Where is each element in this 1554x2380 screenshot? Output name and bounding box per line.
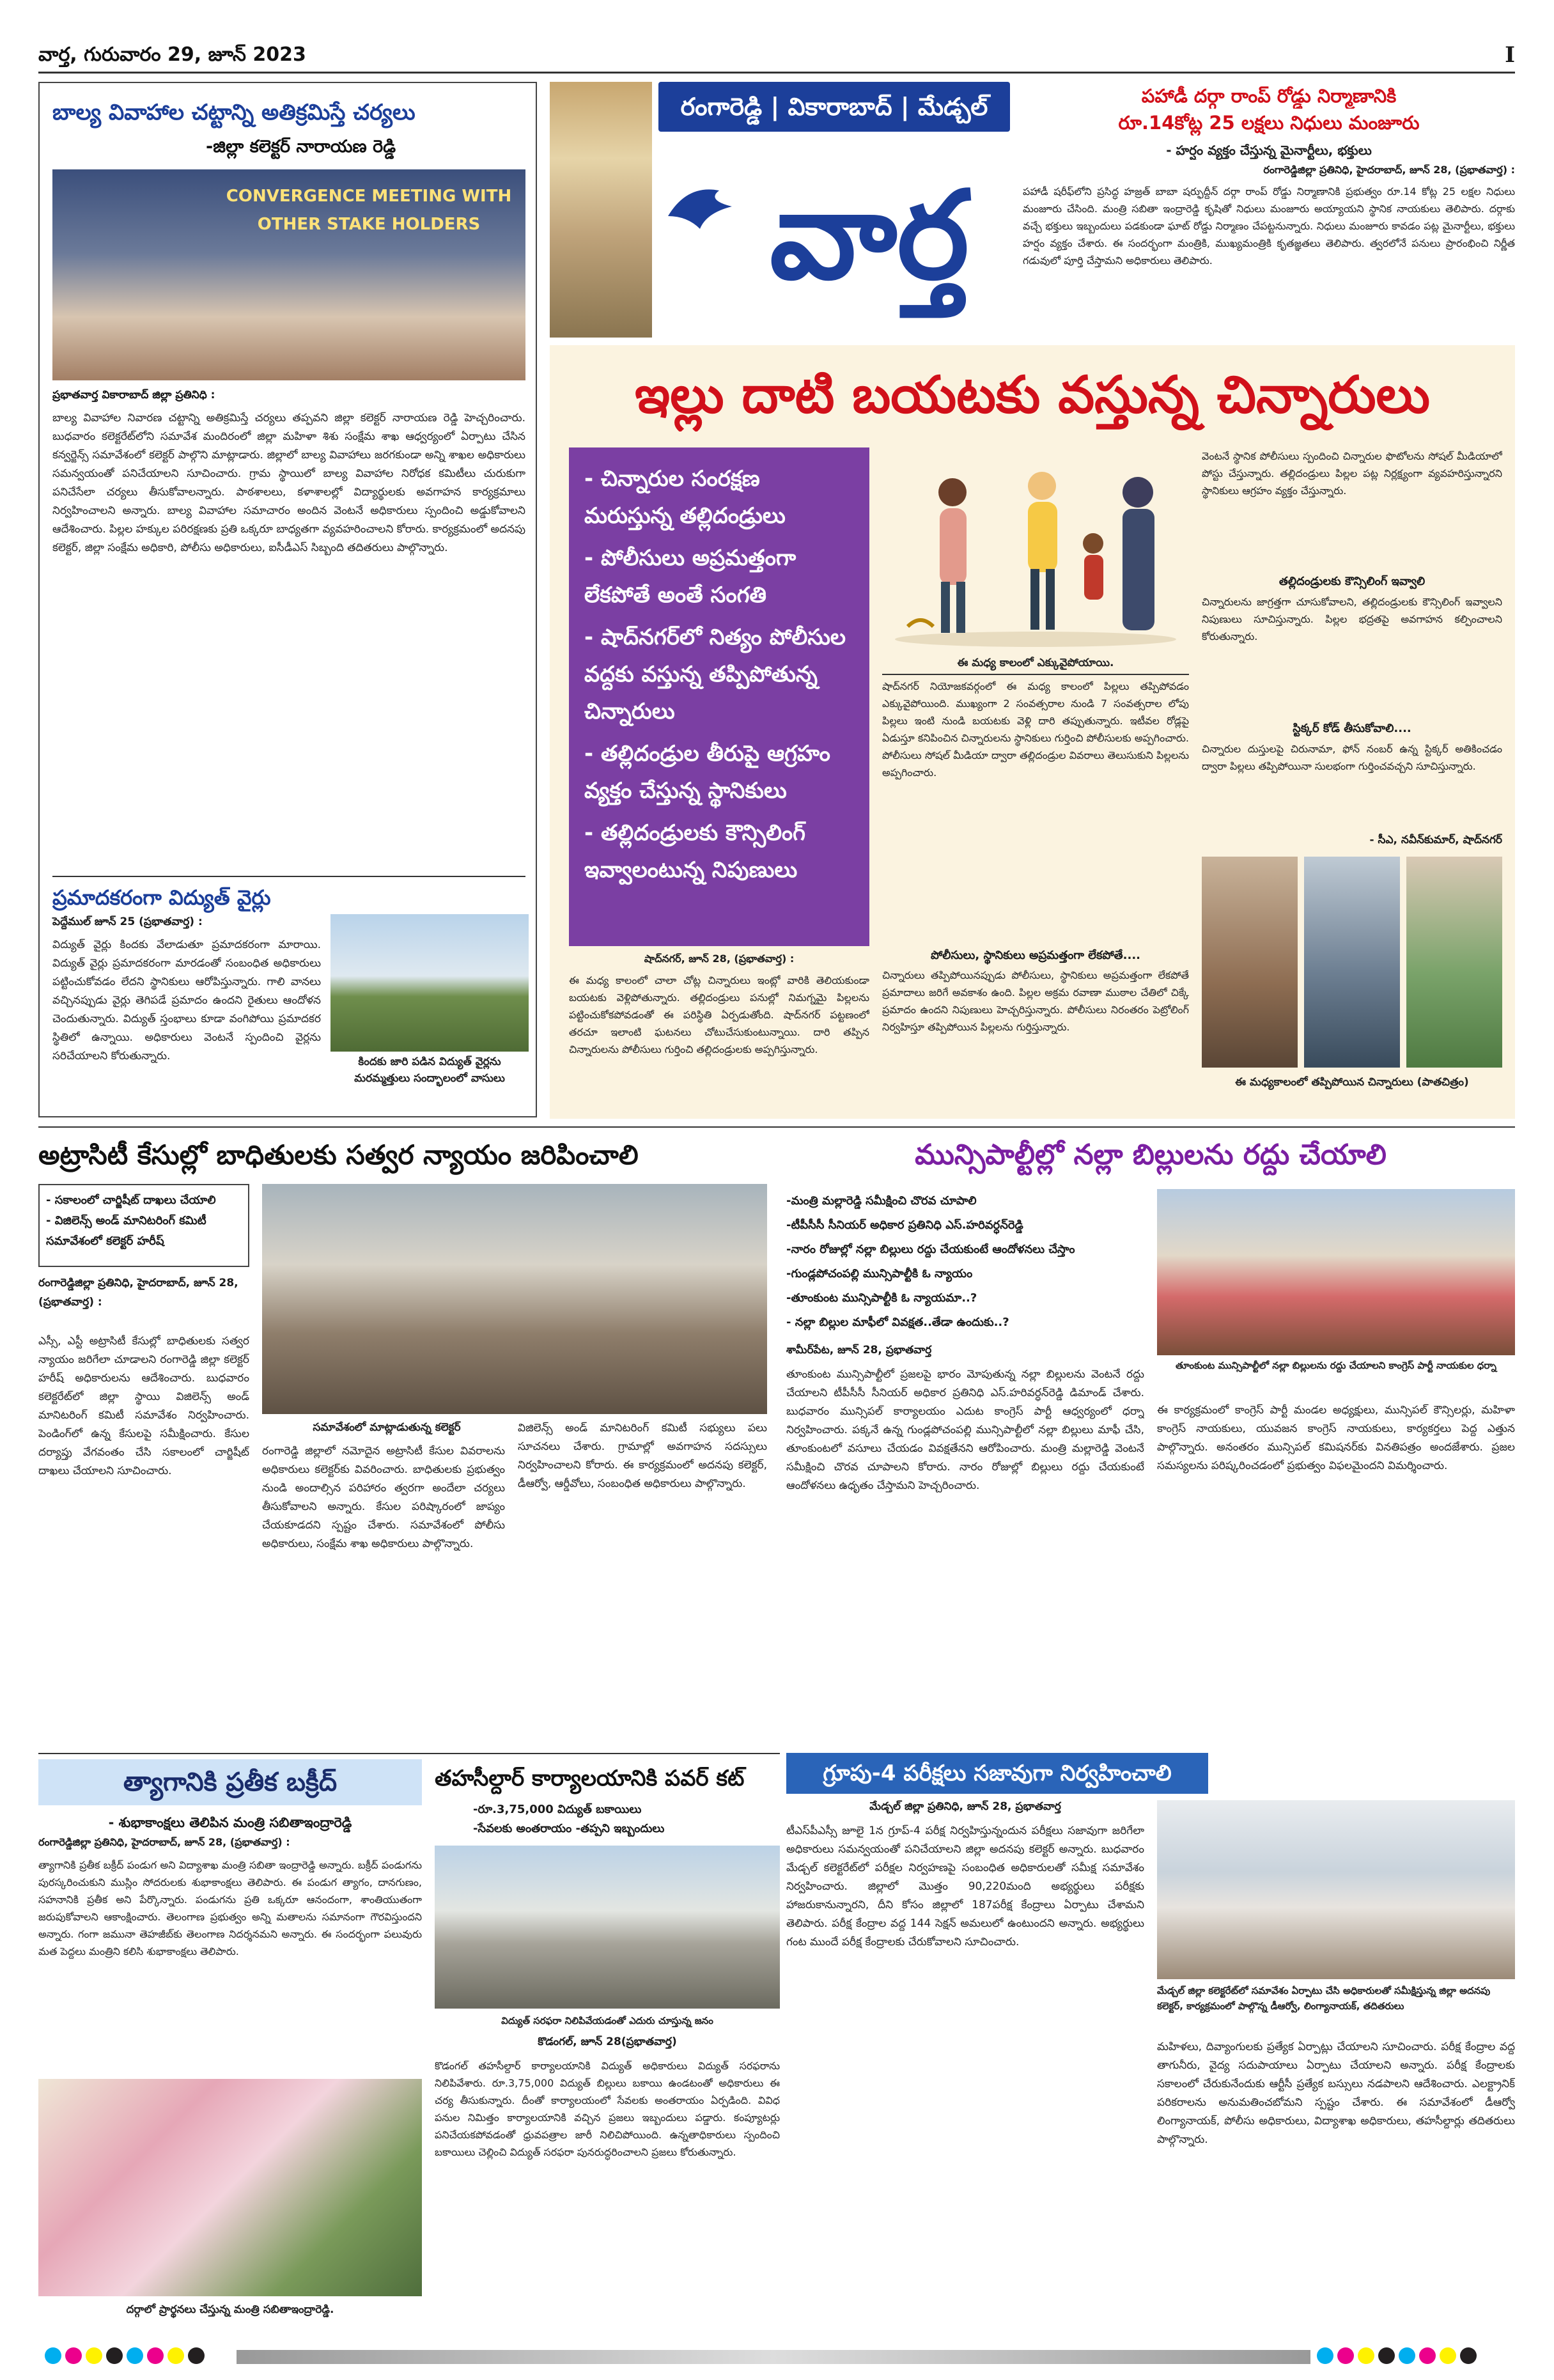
group4-body-left: టీఎస్‌పీఎస్సీ జూలై 1న గ్రూప్-4 పరీక్ష నిర్వహిస్తున్నందున పరీక్షలు సజావుగా జరిగేలా అధికారులు సమన్వయంతో పనిచేయాలని జిల్లా అదనపు కలెక్టర్ అన్నారు. బుధవారం మేడ్చల్ కలెక్టరేట్‌లో పరీక్షల నిర్వహణపై సంబంధిత అధికారులతో సమీక్ష సమావేశం నిర్వహించారు. జిల్లాలో మొత్తం 90,220మంది అభ్యర్థులు పరీక్షకు హాజరుకానున్నారని, దీని కోసం జిల్లాలో 187పరీక్ష కేంద్రాలు ఏర్పాటు చేశామని తెలిపారు. పరీక్ష కేంద్రాల వద్ద 144 సెక్షన్ అమలులో ఉంటుందని అన్నారు. అభ్యర్థులు గంట ముందే పరీక్ష కేంద్రాలకు చేరుకోవాలని సూచించారు. [786, 1824, 1144, 1948]
children-bullet-5: - తల్లిదండ్రులకు కౌన్సిలింగ్ ఇవ్వాలంటున్న నిపుణులు [584, 820, 805, 883]
page-date: వార్త, గురువారం 29, జూన్ 2023 [38, 43, 306, 66]
bakrid-dateline: రంగారెడ్డిజిల్లా ప్రతినిధి, హైదరాబాద్, జూన్ 28, (ప్రభాతవార్త) : [38, 1836, 290, 1848]
group4-photo [1157, 1800, 1515, 1979]
pahadi-road-article [1023, 82, 1515, 338]
nala-bills-bullets [786, 1189, 1144, 1336]
group4-photo-caption: మేడ్చల్ జిల్లా కలెక్టరేట్‌లో సమావేశం ఏర్పాటు చేసి అధికారులతో సమీక్షిస్తున్న జిల్లా అదనపు కలెక్టర్, కార్యక్రమంలో పాల్గొన్న డీఆర్వో, లింగ్యానాయక్, తదితరులు [1157, 1985, 1491, 2012]
missing-child-photo-3 [1406, 857, 1502, 1068]
children-illustration-rule [882, 674, 1189, 675]
children-illustration [882, 447, 1189, 652]
child-marriage-dateline: ప్రభాతవార్త వికారాబాద్ జిల్లా ప్రతినిధి : [52, 389, 215, 401]
children-bullet-box [569, 447, 869, 946]
atrocity-headline: అట్రాసిటీ కేసుల్లో బాధితులకు సత్వర న్యాయం జరిపించాలి [38, 1139, 639, 1171]
group4-body-right: మహిళలు, దివ్యాంగులకు ప్రత్యేక ఏర్పాట్లు చేయాలని సూచించారు. పరీక్ష కేంద్రాల వద్ద తాగునీరు, వైద్య సదుపాయాలు ఏర్పాటు చేయాలని అన్నారు. పరీక్ష కేంద్రాలకు సకాలంలో చేరుకునేందుకు ఆర్టీసీ ప్రత్యేక బస్సులు నడపాలని ఆదేశించారు. ఎలక్ట్రానిక్ పరికరాలను అనుమతించబోమని స్పష్టం చేశారు. ఈ సమావేశంలో డీఆర్వో లింగ్యానాయక్, పోలీసు అధికారులు, విద్యాశాఖ అధికారులు, తహసీల్దార్లు తదితరులు పాల్గొన్నారు. [1157, 2041, 1515, 2146]
convergence-banner-text: CONVERGENCE MEETING WITH OTHER STAKE HOLDERS [226, 187, 512, 234]
atrocity-body-mid: రంగారెడ్డి జిల్లాలో నమోదైన అట్రాసిటీ కేసుల వివరాలను అధికారులు కలెక్టర్‌కు వివరించారు. బాధితులకు ప్రభుత్వం నుండి అందాల్సిన పరిహారం త్వరగా అందేలా చర్యలు తీసుకోవాలని అన్నారు. కేసుల పరిష్కారంలో జాప్యం చేయకూడదని స్పష్టం చేశారు. సమావేశంలో పోలీసు అధికారులు, సంక్షేమ శాఖ అధికారులు పాల్గొన్నారు. [262, 1445, 505, 1550]
masthead-logo: వార్త [770, 164, 969, 306]
group4-article [786, 1753, 1515, 2328]
nala-bills-dateline: శామీర్‌పేట, జూన్ 28, ప్రభాతవార్త [786, 1344, 932, 1357]
footer-gray-bar [237, 2350, 1310, 2364]
group4-dateline: మేడ్చల్ జిల్లా ప్రతినిధి, జూన్ 28, ప్రభాతవార్త [869, 1800, 1061, 1813]
page-header [38, 41, 1515, 70]
missing-children-caption: ఈ మధ్యకాలంలో తప్పిపోయిన చిన్నారులు (పాతచిత్రం) [1235, 1076, 1469, 1089]
children-body-mid: షాద్‌నగర్ నియోజకవర్గంలో ఈ మధ్య కాలంలో పిల్లలు తప్పిపోవడం ఎక్కువైపోయింది. ముఖ్యంగా 2 సంవత్సరాల నుండి 7 సంవత్సరాల లోపు పిల్లలు ఇంటి నుండి బయటకు వెళ్లి దారి తప్పుతున్నారు. ఇటీవల రోడ్లపై ఏడుస్తూ కనిపించిన చిన్నారులను స్థానికులు గుర్తించి పోలీసులకు అప్పగించారు. పోలీసులు సోషల్ మీడియా ద్వారా తల్లిదండ్రుల వివరాలు తెలుసుకుని పిల్లలను అప్పగించారు. [882, 680, 1189, 779]
child-marriage-photo [52, 169, 525, 380]
group4-headline-box [786, 1753, 1208, 1794]
middle-rule [38, 1126, 1515, 1128]
nala-bullet-4: -గుండ్లపోచంపల్లి మున్సిపాల్టీకి ఓ న్యాయం [786, 1267, 973, 1280]
nala-bullet-5: -తూంకుంట మున్సిపాల్టీకి ఓ న్యాయమా..? [786, 1291, 977, 1305]
pahadi-body: పహాడీ షరీఫ్‌లోని ప్రసిద్ధ హజ్రత్ బాబా షర్ఫుద్దీన్ దర్గా రాంప్ రోడ్డు నిర్మాణానికి ప్రభుత్వం రూ.14 కోట్ల 25 లక్షల నిధులు మంజూరు చేసింది. మంత్రి సబితా ఇంద్రారెడ్డి కృషితో నిధులు మంజూరు అయ్యాయని స్థానిక నాయకులు తెలిపారు. దర్గాకు వచ్చే భక్తులు ఇబ్బందులు పడకుండా ఘాట్ రోడ్డు నిర్మాణం చేపట్టనున్నారు. నిధులు మంజూరు కావడం పట్ల మైనార్టీలు, భక్తులు హర్షం వ్యక్తం చేశారు. ఈ సందర్భంగా మంత్రికి, ముఖ్యమంత్రికి కృతజ్ఞతలు తెలిపారు. త్వరలోనే పనులు ప్రారంభించి నిర్ణీత గడువులో పూర్తి చేస్తామని అధికారులు తెలిపారు. [1023, 185, 1515, 267]
nala-bills-body-right: ఈ కార్యక్రమంలో కాంగ్రెస్ పార్టీ మండల అధ్యక్షులు, మున్సిపల్ కౌన్సిలర్లు, మహిళా కాంగ్రెస్ నాయకులు, యువజన కాంగ్రెస్ నాయకులు, కార్యకర్తలు పెద్ద ఎత్తున పాల్గొన్నారు. అనంతరం మున్సిపల్ కమిషనర్‌కు వినతిపత్రం అందజేశారు. ప్రజల సమస్యలను పరిష్కరించడంలో ప్రభుత్వం విఫలమైందని విమర్శించారు. [1157, 1404, 1515, 1472]
footer-marks-right [1317, 2347, 1509, 2367]
footer-marks-left [45, 2347, 237, 2367]
power-cut-bullet-2: -సేవలకు అంతరాయం -తప్పని ఇబ్బందులు [473, 1822, 665, 1835]
atrocity-bullet-2: - విజిలెన్స్ అండ్ మానిటరింగ్ కమిటీ సమావేశంలో కలెక్టర్ హరీష్ [46, 1214, 206, 1248]
child-marriage-headline: బాల్య వివాహాల చట్టాన్ని అతిక్రమిస్తే చర్యలు [52, 100, 416, 125]
dove-icon [662, 178, 738, 235]
district-banner [550, 82, 1010, 338]
sub-article-rule [52, 876, 525, 877]
bakrid-photo-caption: దర్గాలో ప్రార్థనలు చేస్తున్న మంత్రి సబితాఇంద్రారెడ్డి. [126, 2303, 334, 2316]
atrocity-body-left: ఎస్సీ, ఎస్టీ అట్రాసిటీ కేసుల్లో బాధితులకు సత్వర న్యాయం జరిగేలా చూడాలని రంగారెడ్డి జిల్లా కలెక్టర్ హరీష్ అధికారులను ఆదేశించారు. బుధవారం కలెక్టరేట్‌లో జిల్లా స్థాయి విజిలెన్స్ అండ్ మానిటరింగ్ కమిటీ సమావేశం నిర్వహించారు. పెండింగ్‌లో ఉన్న కేసులపై సమీక్షించారు. కేసుల దర్యాప్తు వేగవంతం చేసి సకాలంలో చార్జిషీట్ దాఖలు చేయాలని సూచించారు. [38, 1335, 249, 1477]
children-body-right: వెంటనే స్థానిక పోలీసులు స్పందించి చిన్నారుల ఫొటోలను సోషల్ మీడియాలో పోస్టు చేస్తున్నారు. తల్లిదండ్రులు పిల్లల పట్ల నిర్లక్ష్యంగా వ్యవహరిస్తున్నారని స్థానికులు ఆగ్రహం వ్యక్తం చేస్తున్నారు. [1202, 450, 1502, 497]
missing-child-photo-2 [1304, 857, 1400, 1068]
power-cut-headline: తహసీల్దార్ కార్యాలయానికి పవర్ కట్ [435, 1766, 745, 1791]
children-feature [550, 345, 1515, 1119]
bakrid-body: త్యాగానికి ప్రతీక బక్రీద్ పండుగ అని విద్యాశాఖ మంత్రి సబితా ఇంద్రారెడ్డి అన్నారు. బక్రీద్ పండుగను పురస్కరించుకుని ముస్లిం సోదరులకు శుభాకాంక్షలు తెలిపారు. ఈ పండుగ త్యాగం, దానగుణం, సహనానికి ప్రతీక అని పేర్కొన్నారు. పండుగను ప్రతి ఒక్కరూ ఆనందంగా, శాంతియుతంగా జరుపుకోవాలని ఆకాంక్షించారు. తెలంగాణ ప్రభుత్వం అన్ని మతాలను సమానంగా గౌరవిస్తుందని అన్నారు. గంగా జమునా తెహజీబ్‌కు తెలంగాణ నిదర్శనమని అన్నారు. ఈ సందర్భంగా పలువురు మత పెద్దలు మంత్రిని కలిసి శుభాకాంక్షలు తెలిపారు. [38, 1859, 422, 1957]
bakrid-article [38, 1759, 422, 2328]
children-bullet-4: - తల్లిదండ్రుల తీరుపై ఆగ్రహం వ్యక్తం చేస్తున్న స్థానికులు [584, 741, 830, 804]
children-dateline: షాద్‌నగర్, జూన్ 28, (ప్రభాతవార్త) : [644, 953, 795, 965]
child-marriage-subhead: -జిల్లా కలెక్టర్ నారాయణ రెడ్డి [206, 137, 396, 157]
nala-bills-headline: మున్సిపాల్టీల్లో నల్లా బిల్లులను రద్దు చేయాలి [915, 1139, 1387, 1171]
page-number: I [1505, 42, 1515, 68]
atrocity-bullet-box [38, 1184, 249, 1267]
atrocity-article [38, 1133, 767, 1746]
nala-bullet-2: -టీపీసీసీ సీనియర్ అధికార ప్రతినిధి ఎస్.హరివర్ధన్‌రెడ్డి [786, 1218, 1023, 1232]
children-bullet-2: - పోలీసులు అప్రమత్తంగా లేకపోతే అంతే సంగతి [584, 545, 796, 608]
district-label-strip [658, 82, 1010, 132]
children-body-left: ఈ మధ్య కాలంలో చాలా చోట్ల చిన్నారులు ఇంట్లో వారికి తెలియకుండా బయటకు వెళ్లిపోతున్నారు. తల్లిదండ్రులు పనుల్లో నిమగ్నమై పిల్లలను పట్టించుకోకపోవడంతో ఈ పరిస్థితి ఏర్పడుతోంది. షాద్‌నగర్ పట్టణంలో తరచూ ఇలాంటి ఘటనలు చోటుచేసుకుంటున్నాయి. దారి తప్పిన చిన్నారులను పోలీసులు గుర్తించి తల్లిదండ్రులకు అప్పగిస్తున్నారు. [569, 974, 869, 1055]
atrocity-photo [262, 1184, 767, 1414]
atrocity-body-right: విజిలెన్స్ అండ్ మానిటరింగ్ కమిటీ సభ్యులు పలు సూచనలు చేశారు. గ్రామాల్లో అవగాహన సదస్సులు నిర్వహించాలని కోరారు. ఈ కార్యక్రమంలో అదనపు కలెక్టర్, డీఆర్వో, ఆర్డీవోలు, సంబంధిత అధికారులు పాల్గొన్నారు. [518, 1422, 767, 1490]
child-marriage-body: బాల్య వివాహాల నివారణ చట్టాన్ని అతిక్రమిస్తే చర్యలు తప్పవని జిల్లా కలెక్టర్ నారాయణ రెడ్డి హెచ్చరించారు. బుధవారం కలెక్టరేట్‌లోని సమావేశ మందిరంలో జిల్లా మహిళా శిశు సంక్షేమ శాఖ ఆధ్వర్యంలో ఏర్పాటు చేసిన కన్వర్జెన్స్ సమావేశంలో కలెక్టర్ పాల్గొని మాట్లాడారు. జిల్లాలో బాల్య వివాహాలు జరగకుండా అన్ని శాఖల అధికారులు సమన్వయంతో పనిచేయాలని సూచించారు. గ్రామ స్థాయిలో బాల్య వివాహాల నిరోధక కమిటీలు చురుకుగా పనిచేసేలా చర్యలు తీసుకోవాలన్నారు. పాఠశాలలు, కళాశాలల్లో విద్యార్థులకు అవగాహన కార్యక్రమాలు నిర్వహించాలని అన్నారు. బాల్య వివాహాల సమాచారం అందిన వెంటనే అధికారులు స్పందించి అడ్డుకోవాలని ఆదేశించారు. పిల్లల హక్కుల పరిరక్షణకు ప్రతి ఒక్కరూ బాధ్యతగా వ్యవహరించాలని కోరారు. కార్యక్రమంలో అదనపు కలెక్టర్, జిల్లా సంక్షేమ అధికారి, పోలీసు అధికారులు, ఐసీడీఎస్ సిబ్బంది తదితరులు పాల్గొన్నారు. [52, 412, 525, 554]
electricity-dateline: పెద్దేముల్ జూన్ 25 (ప్రభాతవార్త) : [52, 915, 203, 928]
pahadi-subhead: - హర్షం వ్యక్తం చేస్తున్న మైనార్టీలు, భక్తులు [1166, 143, 1372, 158]
atrocity-bullet-1: - సకాలంలో చార్జిషీట్ దాఖలు చేయాలి [46, 1194, 216, 1207]
temple-photo [550, 82, 652, 338]
nala-bullet-1: -మంత్రి మల్లారెడ్డి సమీక్షించి చొరవ చూపాలి [786, 1194, 977, 1208]
group4-headline: గ్రూపు-4 పరీక్షలు సజావుగా నిర్వహించాలి [823, 1761, 1172, 1786]
nala-bills-photo [1157, 1189, 1515, 1355]
lower-rule [38, 1753, 780, 1754]
nala-bills-article [786, 1133, 1515, 1746]
children-body-right2: చిన్నారులను జాగ్రత్తగా చూసుకోవాలని, తల్లిదండ్రులకు కౌన్సిలింగ్ ఇవ్వాలని నిపుణులు సూచిస్తున్నారు. పిల్లల భద్రతపై అవగాహన కల్పించాలని కోరుతున్నారు. [1202, 596, 1502, 642]
electricity-photo [330, 914, 529, 1052]
pahadi-dateline: రంగారెడ్డిజిల్లా ప్రతినిధి, హైదరాబాద్, జూన్ 28, (ప్రభాతవార్త) : [1263, 164, 1515, 176]
child-marriage-article [38, 82, 537, 1117]
electricity-caption: కిందకు జారి పడిన విద్యుత్ వైర్లను మరమ్మత్తులు సంద్భాలంలో వాసులు [354, 1055, 505, 1085]
power-cut-bullet-1: -రూ.3,75,000 విద్యుత్ బకాయిలు [473, 1803, 642, 1816]
children-illustration-caption: ఈ మధ్య కాలంలో ఎక్కువైపోయాయి. [957, 657, 1114, 669]
bakrid-headline: త్యాగానికి ప్రతీక బక్రీద్ [123, 1768, 338, 1797]
bakrid-subhead: - శుభాకాంక్షలు తెలిపిన మంత్రి సబితాఇంద్రారెడ్డి [108, 1815, 352, 1830]
children-subhead-sticker: స్టిక్కర్ కోడ్ తీసుకోవాలి.... [1293, 722, 1411, 735]
children-bullet-3: - షాద్‌నగర్‌లో నిత్యం పోలీసుల వద్దకు వస్తున్న తప్పిపోతున్న చిన్నారులు [584, 625, 846, 724]
children-subhead-police: పోలీసులు, స్థానికులు అప్రమత్తంగా లేకపోతే.... [930, 949, 1141, 962]
nala-bills-photo-caption: తూంకుంట మున్సిపాల్టీలో నల్లా బిల్లులను రద్దు చేయాలని కాంగ్రెస్ పార్టీ నాయకుల ధర్నా [1176, 1360, 1496, 1371]
nala-bullet-3: -నారం రోజుల్లో నల్లా బిల్లులు రద్దు చేయకుంటే ఆందోళనలు చేస్తాం [786, 1243, 1075, 1256]
children-headline: ఇల్లు దాటి బయటకు వస్తున్న చిన్నారులు [635, 365, 1430, 424]
pahadi-headline-line1: పహాడీ దర్గా రాంప్ రోడ్డు నిర్మాణానికి [1141, 85, 1397, 107]
missing-child-photo-1 [1202, 857, 1298, 1068]
atrocity-dateline: రంగారెడ్డిజిల్లా ప్రతినిధి, హైదరాబాద్, జూన్ 28, (ప్రభాతవార్త) : [38, 1277, 238, 1309]
district-label: రంగారెడ్డి | వికారాబాద్ | మేడ్చల్ [680, 93, 988, 121]
children-subhead-counsel: తల్లిదండ్రులకు కౌన్సిలింగ్ ఇవ్వాలి [1278, 575, 1426, 588]
children-bullet-1: - చిన్నారుల సంరక్షణ మరుస్తున్న తల్లిదండ్రులు [584, 466, 786, 529]
power-cut-dateline: కొడంగల్, జూన్ 28(ప్రభాతవార్త) [538, 2035, 677, 2048]
children-signoff: - సీఎ, నవీన్‌కుమార్, షాద్‌నగర్ [1369, 834, 1502, 846]
children-body-mid2: చిన్నారులు తప్పిపోయినప్పుడు పోలీసులు, స్థానికులు అప్రమత్తంగా లేకపోతే ప్రమాదాలు జరిగే అవకాశం ఉంది. పిల్లల అక్రమ రవాణా ముఠాల చేతిలో చిక్కే ప్రమాదం ఉందని నిపుణులు హెచ్చరిస్తున్నారు. పోలీసులు నిరంతరం పెట్రోలింగ్ నిర్వహిస్తూ తప్పిపోయిన పిల్లలను గుర్తిస్తున్నారు. [882, 969, 1189, 1033]
nala-bills-body-left: తూంకుంట మున్సిపాల్టీలో ప్రజలపై భారం మోపుతున్న నల్లా బిల్లులను వెంటనే రద్దు చేయాలని టీపీసీసీ సీనియర్ అధికార ప్రతినిధి ఎస్.హరివర్ధన్‌రెడ్డి డిమాండ్ చేశారు. బుధవారం మున్సిపల్ కార్యాలయం ఎదుట కాంగ్రెస్ పార్టీ ఆధ్వర్యంలో ధర్నా నిర్వహించారు. పక్కనే ఉన్న గుండ్లపోచంపల్లి మున్సిపాల్టీలో నల్లా బిల్లులు మాఫీ చేసి, తూంకుంటలో వసూలు చేయడం వివక్షతేనని ఆరోపించారు. మంత్రి మల్లారెడ్డి వెంటనే సమీక్షించి చొరవ చూపాలని కోరారు. నారం రోజుల్లో బిల్లులు రద్దు చేయకుంటే ఆందోళనలు ఉధృతం చేస్తామని హెచ్చరించారు. [786, 1368, 1144, 1492]
missing-children-photos [1202, 857, 1502, 1068]
electricity-body: విద్యుత్ వైర్లు కిందకు వేలాడుతూ ప్రమాదకరంగా మారాయి. విద్యుత్ వైర్లు ప్రమాదకరంగా మారడంతో సంబంధిత అధికారులు పట్టించుకోవడం లేదని స్థానికులు ఆరోపిస్తున్నారు. గాలి వానలు వచ్చినప్పుడు వైర్లు తెగిపడే ప్రమాదం ఉందని రైతులు ఆందోళన చెందుతున్నారు. విద్యుత్ స్తంభాలు కూడా వంగిపోయి ప్రమాదకర స్థితిలో ఉన్నాయి. అధికారులు వెంటనే స్పందించి వైర్లను సరిచేయాలని కోరుతున్నారు. [52, 938, 321, 1062]
electricity-headline: ప్రమాదకరంగా విద్యుత్ వైర్లు [52, 885, 271, 910]
atrocity-photo-caption: సమావేశంలో మాట్లాడుతున్న కలెక్టర్ [313, 1421, 461, 1434]
power-cut-article [435, 1759, 780, 2328]
power-cut-photo [435, 1846, 780, 2009]
bakrid-headline-box [38, 1759, 422, 1805]
children-body-right3: చిన్నారుల దుస్తులపై చిరునామా, ఫోన్ నంబర్ ఉన్న స్టిక్కర్ అతికించడం ద్వారా పిల్లలు తప్పిపోయినా సులభంగా గుర్తించవచ్చని సూచిస్తున్నారు. [1202, 743, 1502, 772]
power-cut-body: కొడంగల్ తహసీల్దార్ కార్యాలయానికి విద్యుత్ అధికారులు విద్యుత్ సరఫరాను నిలిపివేశారు. రూ.3,75,000 విద్యుత్ బిల్లులు బకాయి ఉండటంతో అధికారులు ఈ చర్య తీసుకున్నారు. దీంతో కార్యాలయంలో సేవలకు అంతరాయం ఏర్పడింది. వివిధ పనుల నిమిత్తం కార్యాలయానికి వచ్చిన ప్రజలు ఇబ్బందులు పడ్డారు. కంప్యూటర్లు పనిచేయకపోవడంతో ధ్రువపత్రాల జారీ నిలిచిపోయింది. ఉన్నతాధికారులు స్పందించి బకాయిలు చెల్లించి విద్యుత్ సరఫరా పునరుద్ధరించాలని ప్రజలు కోరుతున్నారు. [435, 2060, 780, 2158]
header-rule [38, 72, 1515, 74]
nala-bullet-6: - నల్లా బిల్లుల మాఫీలో వివక్షత..తేడా ఉందుకు..? [786, 1316, 1009, 1329]
power-cut-photo-caption: విద్యుత్ సరఫరా నిలిపివేయడంతో ఎదురు చూస్తున్న జనం [501, 2015, 713, 2026]
bakrid-photo [38, 2079, 422, 2296]
pahadi-headline-line2: రూ.14కోట్ల 25 లక్షలు నిధులు మంజూరు [1118, 112, 1420, 134]
